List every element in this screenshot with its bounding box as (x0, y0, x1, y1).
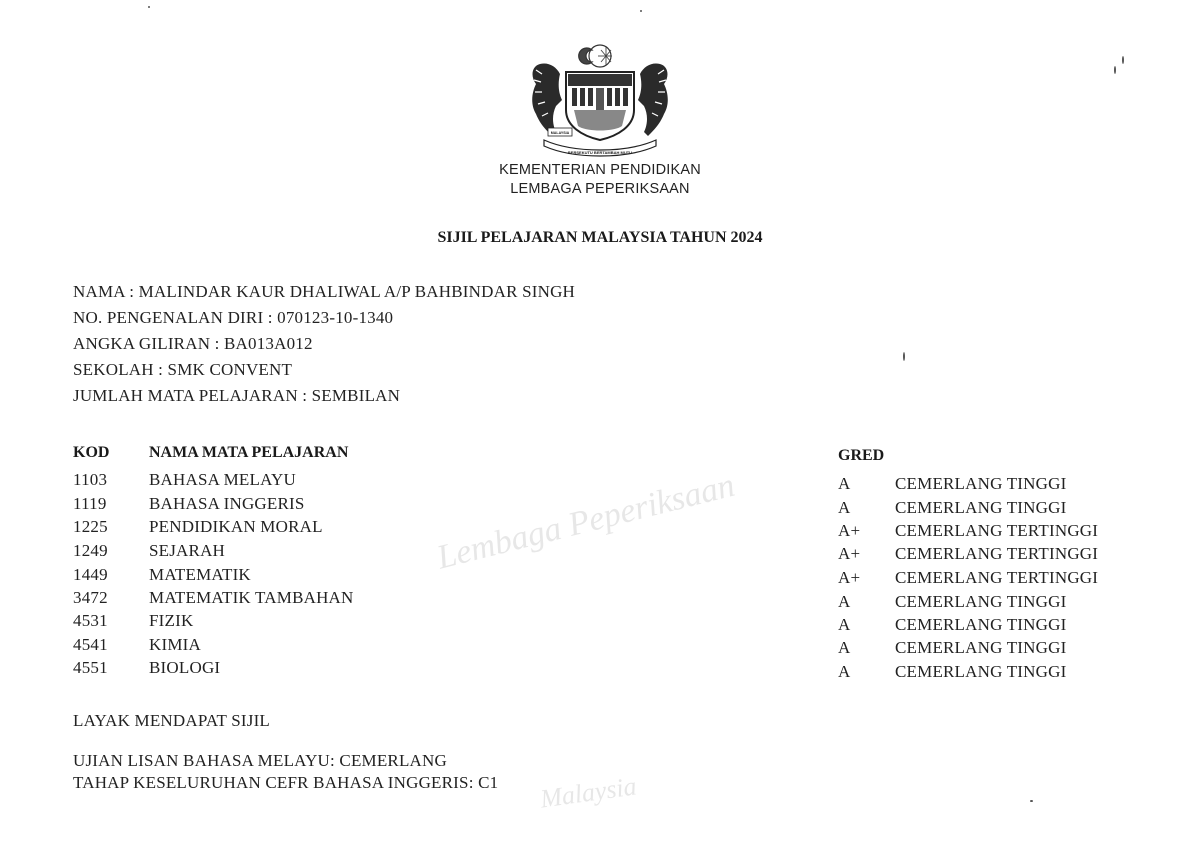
row-subject: FIZIK (149, 611, 194, 630)
row-code: 1225 (73, 517, 108, 536)
row-code: 1103 (73, 470, 108, 489)
total-subjects: JUMLAH MATA PELAJARAN : SEMBILAN (73, 386, 401, 405)
row-grade-desc: CEMERLANG TINGGI (895, 498, 1067, 517)
cefr-level: TAHAP KESELURUHAN CEFR BAHASA INGGERIS: C1 (73, 773, 499, 792)
star-crescent-icon (579, 45, 612, 67)
watermark-line1: Lembaga Peperiksaan (433, 466, 739, 577)
header-grade: GRED (838, 447, 885, 464)
candidate-name: NAMA : MALINDAR KAUR DHALIWAL A/P BAHBINDAR SINGH (73, 282, 576, 301)
row-grade-desc: CEMERLANG TERTINGGI (895, 568, 1099, 587)
row-grade: A (838, 498, 851, 517)
row-grade-desc: CEMERLANG TERTINGGI (895, 521, 1099, 540)
svg-text:MALAYSIA: MALAYSIA (550, 131, 570, 135)
row-code: 1449 (73, 565, 108, 584)
scan-speck (1122, 56, 1124, 64)
ministry-name: KEMENTERIAN PENDIDIKAN (499, 162, 701, 178)
row-subject: BIOLOGI (149, 658, 221, 677)
header-code: KOD (73, 444, 110, 461)
row-grade: A (838, 592, 851, 611)
row-subject: MATEMATIK TAMBAHAN (149, 588, 354, 607)
row-code: 1249 (73, 541, 108, 560)
row-subject: BAHASA INGGERIS (149, 494, 305, 513)
candidate-ic: NO. PENGENALAN DIRI : 070123-10-1340 (73, 308, 394, 327)
candidate-index-number: ANGKA GILIRAN : BA013A012 (73, 334, 313, 353)
oral-test-result: UJIAN LISAN BAHASA MELAYU: CEMERLANG (73, 751, 447, 770)
row-subject: SEJARAH (149, 541, 226, 560)
left-tiger-icon (532, 63, 562, 136)
row-grade-desc: CEMERLANG TINGGI (895, 474, 1067, 493)
row-grade: A+ (838, 521, 861, 540)
row-grade: A (838, 474, 851, 493)
row-grade: A+ (838, 544, 861, 563)
row-subject: BAHASA MELAYU (149, 470, 296, 489)
exam-board-name: LEMBAGA PEPERIKSAAN (510, 181, 690, 197)
row-code: 4541 (73, 635, 108, 654)
scan-speck (1114, 66, 1116, 74)
scan-speck (1030, 800, 1033, 802)
scan-speck (903, 352, 905, 361)
row-code: 3472 (73, 588, 108, 607)
row-code: 4531 (73, 611, 108, 630)
right-tiger-icon (638, 63, 668, 136)
certificate-title: SIJIL PELAJARAN MALAYSIA TAHUN 2024 (437, 229, 763, 246)
row-grade-desc: CEMERLANG TINGGI (895, 592, 1067, 611)
coat-of-arms-logo (522, 40, 678, 158)
row-grade: A (838, 615, 851, 634)
row-grade: A (838, 662, 851, 681)
shield-icon (566, 72, 634, 140)
row-grade-desc: CEMERLANG TERTINGGI (895, 544, 1099, 563)
watermark-line2: Malaysia (538, 771, 639, 814)
scan-speck (148, 6, 150, 8)
svg-text:BERSEKUTU BERTAMBAH MUTU: BERSEKUTU BERTAMBAH MUTU (567, 150, 633, 155)
row-grade: A+ (838, 568, 861, 587)
row-code: 1119 (73, 494, 107, 513)
row-grade-desc: CEMERLANG TINGGI (895, 615, 1067, 634)
row-subject: KIMIA (149, 635, 201, 654)
row-grade-desc: CEMERLANG TINGGI (895, 638, 1067, 657)
scan-speck (640, 10, 642, 12)
row-subject: MATEMATIK (149, 565, 251, 584)
eligibility-statement: LAYAK MENDAPAT SIJIL (73, 711, 271, 730)
candidate-school: SEKOLAH : SMK CONVENT (73, 360, 293, 379)
row-grade: A (838, 638, 851, 657)
row-code: 4551 (73, 658, 108, 677)
header-subject: NAMA MATA PELAJARAN (149, 444, 349, 461)
row-grade-desc: CEMERLANG TINGGI (895, 662, 1067, 681)
row-subject: PENDIDIKAN MORAL (149, 517, 323, 536)
